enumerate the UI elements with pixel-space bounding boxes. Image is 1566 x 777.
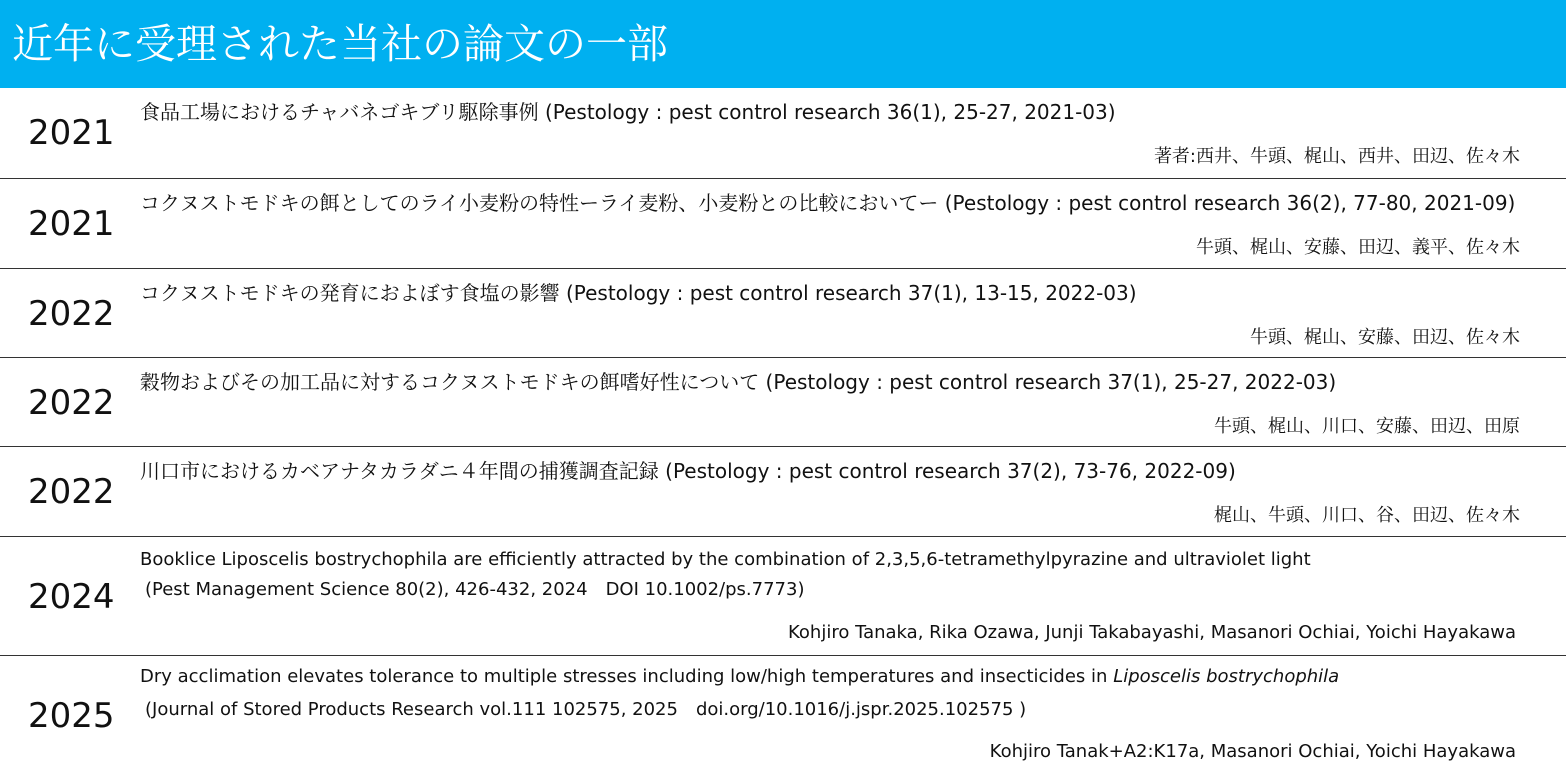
paper-source: (Journal of Stored Products Research vol.111 102575, 2025 doi.org/10.1016/j.jspr.2025.102575 ) — [145, 699, 1027, 720]
paper-title: Booklice Liposcelis bostrychophila are efficiently attracted by the combination of 2,3,5,6-tetramethylpyrazine and ultraviolet light — [140, 549, 1311, 570]
paper-authors: 梶山、牛頭、川口、谷、田辺、佐々木 — [1214, 505, 1520, 526]
paper-source: (Pest Management Science 80(2), 426-432, 2024 DOI 10.1002/ps.7773) — [145, 579, 805, 600]
paper-title-species: Liposcelis bostrychophila — [1113, 666, 1340, 687]
paper-year: 2022 — [28, 383, 115, 423]
paper-year: 2025 — [28, 696, 115, 736]
paper-title-line — [140, 664, 1339, 690]
paper-title: コクヌストモドキの餌としてのライ小麦粉の特性ーライ麦粉、小麦粉との比較においてー (Pestology : pest control research 36(2), 77-80, 2021-09) — [140, 191, 1516, 215]
list-item — [0, 179, 1566, 269]
paper-title: 川口市におけるカベアナタカラダニ４年間の捕獲調査記録 (Pestology : pest control research 37(2), 73-76, 2022-09) — [140, 459, 1236, 483]
list-item — [0, 656, 1566, 777]
list-item — [0, 537, 1566, 656]
list-item — [0, 88, 1566, 179]
paper-title: 穀物およびその加工品に対するコクヌストモドキの餌嗜好性について (Pestology : pest control research 37(1), 25-27, 2022-03) — [140, 370, 1337, 394]
list-item — [0, 358, 1566, 447]
paper-title: コクヌストモドキの発育におよぼす食塩の影響 (Pestology : pest control research 37(1), 13-15, 2022-03) — [140, 281, 1137, 305]
paper-title: Dry acclimation elevates tolerance to multiple stresses including low/high temperatures and insecticides in — [140, 666, 1108, 687]
paper-authors: 牛頭、梶山、安藤、田辺、佐々木 — [1250, 327, 1520, 348]
paper-title: 食品工場におけるチャバネゴキブリ駆除事例 (Pestology : pest control research 36(1), 25-27, 2021-03) — [140, 100, 1116, 124]
paper-authors: 著者:西井、牛頭、梶山、西井、田辺、佐々木 — [1153, 146, 1520, 167]
page-title: 近年に受理された当社の論文の一部 — [12, 20, 668, 68]
paper-year: 2022 — [28, 472, 115, 512]
paper-year: 2021 — [28, 204, 115, 244]
list-item — [0, 269, 1566, 358]
list-item — [0, 447, 1566, 537]
paper-authors: 牛頭、梶山、安藤、田辺、義平、佐々木 — [1196, 237, 1520, 258]
paper-year: 2022 — [28, 294, 115, 334]
paper-list — [0, 88, 1566, 777]
header-banner — [0, 0, 1566, 88]
paper-year: 2021 — [28, 113, 115, 153]
paper-authors: 牛頭、梶山、川口、安藤、田辺、田原 — [1214, 416, 1520, 437]
paper-year: 2024 — [28, 577, 115, 617]
paper-authors: Kohjiro Tanak+A2:K17a, Masanori Ochiai, Yoichi Hayakawa — [989, 741, 1516, 762]
paper-authors: Kohjiro Tanaka, Rika Ozawa, Junji Takabayashi, Masanori Ochiai, Yoichi Hayakawa — [788, 622, 1516, 643]
